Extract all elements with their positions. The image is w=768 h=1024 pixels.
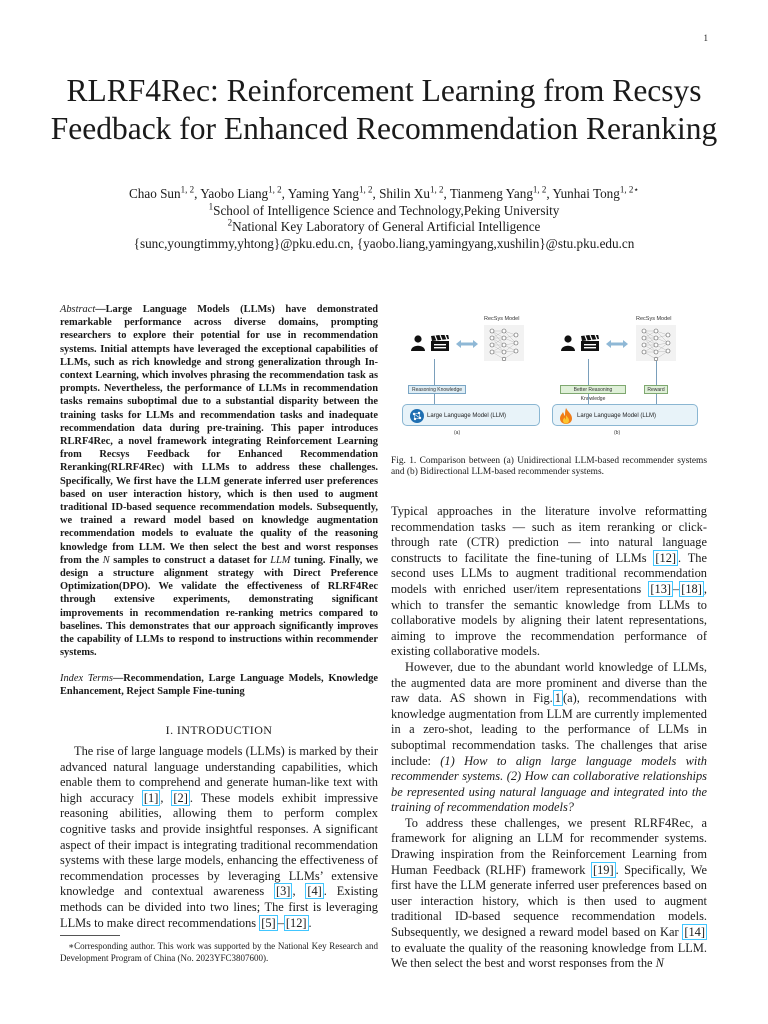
- paragraph: Typical approaches in the literature involve reformatting recommendation tasks — such as item reranking or click-through rate (CTR) prediction — into natural language constructs to facilitate the fine-tuning of LLMs [12] . The second uses LLMs to augment traditional recommendation models with enriched user/item representations [13] – [18] , which to transfer the semantic knowledge from LLMs to collaborative models by aligning their latent representations, aiming to improve the recommendation performance of existing collaborative models.: [391, 504, 707, 659]
- recsys-label: RecSys Model: [484, 316, 520, 322]
- bidirectional-arrow-icon: [606, 339, 628, 349]
- abstract-label: Abstract: [60, 304, 96, 315]
- panel-sublabel: (a): [454, 430, 461, 436]
- arrow-line: [434, 394, 435, 404]
- author-name: Shilin Xu: [379, 186, 430, 201]
- paper-title: RLRF4Rec: Reinforcement Learning from Recsys Feedback for Enhanced Recommendation Reranking: [50, 73, 718, 146]
- index-terms: Index Terms—Recommendation, Large Language Models, Knowledge Enhancement, Reject Sample Fine-tuning: [60, 673, 378, 698]
- citation-link[interactable]: [19]: [592, 862, 614, 877]
- panel-sublabel: (b): [614, 430, 621, 436]
- paragraph: To address these challenges, we present RLRF4Rec, a framework for aligning an LLM for recommender systems. Drawing inspiration from the Reinforcement Learning from Human Feedback (RLHF) framework [19] . Specifically, We first have the LLM generate inferred user preferences based on user interaction history, which is then used to augment traditional ID-based sequence recommendation models. Subsequently, we designed a reward model based on Kar [14] to evaluate the quality of the reasoning knowledge from LLM. We then select the best and worst responses from the N: [391, 815, 707, 971]
- index-terms-label: Index Terms: [60, 673, 113, 684]
- intro-body: [60, 744, 378, 931]
- knowledge-box: Reasoning Knowledge: [408, 385, 466, 394]
- affiliation-1: $^1$School of Intelligence Science and Technology,Peking University: [208, 201, 560, 218]
- author-name: Yaobo Liang: [200, 186, 269, 201]
- llm-label: Large Language Model (LLM): [577, 413, 657, 419]
- citation-link[interactable]: [12]: [655, 550, 677, 565]
- arrow-line: [588, 359, 589, 385]
- author-names: Chao Sun$^{1, 2}$, Yaobo Liang$^{1, 2}$, Yaming Yang$^{1, 2}$, Shilin Xu$^{1, 2}$, Tianmeng Yang$^{1, 2}$, Yunhai Tong$^{1, 2⋆}$: [128, 184, 640, 201]
- author-name: Yaming Yang: [287, 186, 359, 201]
- page-number: 1: [703, 33, 708, 43]
- knowledge-box: Better Reasoning Knowledge: [560, 385, 626, 394]
- citation-link[interactable]: [1]: [143, 790, 159, 805]
- bidirectional-arrow-icon: [456, 339, 478, 349]
- footnote-rule: [60, 935, 120, 936]
- arrow-line: [434, 359, 435, 385]
- person-icon: [560, 335, 576, 351]
- section-heading: I. INTRODUCTION: [165, 723, 273, 737]
- figure-ref-link[interactable]: 1: [554, 691, 561, 706]
- citation-link[interactable]: [5]: [261, 915, 276, 930]
- paragraph: The rise of large language models (LLMs) is marked by their advanced natural language understanding capabilities, which enable them to comprehend and generate human-like text with high accuracy [1] , [2] . These models exhibit impressive reasoning abilities, allowing them to perform complex cognitive tasks and provide insightful responses. A significant aspect of their impact is integrating traditional recommendation systems with these large models, enhancing the effectiveness of recommendation processes by leveraging LLMs’ extensive knowledge and contextual awareness [3] , [4] . Existing methods can be divided into two lines; The first is leveraging LLMs to make direct recommendations [5] – [12] .: [60, 744, 378, 930]
- citation-link[interactable]: [12]: [285, 915, 307, 930]
- citation-link[interactable]: [3]: [275, 884, 291, 899]
- author-emails: {sunc,youngtimmy,yhtong}@pku.edu.cn, {yaobo.liang,yamingyang,xushilin}@stu.pku.edu.cn: [133, 235, 635, 251]
- figure-panel-b: [556, 313, 706, 441]
- right-body: [391, 504, 707, 972]
- paragraph: However, due to the abundant world knowledge of LLMs, the augmented data are more prominent and diverse than the raw data. AS shown in Fig. 1 (a), recommendations with knowledge augmentation from LLM are currently implemented in a zero-shot, leading to the performance of LLMs in suboptimal recommendation tasks. The challenges that arise include: (1) How to align large language models with recommender systems. (2) How can collaborative relationships be represented using natural language and integrated into the training of recommendation models?: [391, 659, 708, 815]
- neural-network-icon: [484, 325, 524, 361]
- person-icon: [410, 335, 426, 351]
- abstract: Abstract—Large Language Models (LLMs) have demonstrated remarkable performance across diverse domains, prompting researchers to explore their potential for use in recommendation systems. Initial attempts have leveraged the exceptional capabilities of LLMs, such as rich knowledge and strong generalization through In-context Learning, which involves phrasing the recommendation task as prompts. Nevertheless, the performance of LLMs in recommendation tasks remains suboptimal due to a substantial disparity between the training tasks for LLMs and recommendation tasks and inadequate recommendation data during pre-training. This paper introduces RLRF4Rec, a novel framework integrating Reinforcement Learning from Recsys Feedback for Enhanced Recommendation Reranking(RLRF4Rec) with LLMs to address these challenges. Specifically, We first have the LLM generate inferred user preferences based on user interaction history, which is then used to augment traditional ID-based sequence recommendation models. Subsequently, we trained a reward model based on knowledge augmentation recommendation models to evaluate the quality of the reasoning knowledge from LLM. We then select the best and worst responses from the N samples to construct a dataset for LLM tuning. Finally, we design a structure alignment strategy with Direct Preference Optimization(DPO). We validate the effectiveness of RLRF4Rec through extensive experiments, demonstrating significant improvements in recommendation re-ranking metrics compared to baselines. This demonstrates that our approach significantly improves the capability of LLMs to respond to instructions within recommender systems.: [60, 304, 378, 659]
- clapperboard-icon: [430, 335, 450, 351]
- author-sup: 1, 2: [532, 184, 547, 195]
- author-sup: 1, 2: [180, 184, 195, 195]
- citation-link[interactable]: [13]: [650, 581, 672, 596]
- author-sup: 1, 2⋆: [619, 184, 640, 195]
- arrow-line: [656, 394, 657, 404]
- author-sup: 1, 2: [268, 184, 282, 195]
- author-sup: 1, 2: [358, 184, 373, 195]
- author-name: Tianmeng Yang: [449, 186, 533, 201]
- recsys-label: RecSys Model: [636, 316, 672, 322]
- reward-box: Reward: [644, 385, 668, 394]
- affiliation-2: $^2$National Key Laboratory of General Artificial Intelligence: [227, 217, 541, 234]
- citation-link[interactable]: [18]: [681, 581, 702, 596]
- citation-link[interactable]: [14]: [684, 925, 705, 940]
- author-name: Yunhai Tong: [552, 186, 620, 201]
- author-name: Chao Sun: [128, 186, 181, 201]
- figure-caption: Fig. 1. Comparison between (a) Unidirectional LLM-based recommender systems and (b) Bidirectional LLM-based recommender systems.: [391, 456, 707, 478]
- llm-box: [402, 404, 540, 426]
- llm-label: Large Language Model (LLM): [427, 413, 507, 419]
- arrow-line: [656, 361, 657, 385]
- citation-link[interactable]: [2]: [173, 790, 188, 805]
- footnote: ∗Corresponding author. This work was supported by the National Key Research and Development Program of China (No. 2023YFC3807600).: [60, 941, 378, 963]
- neural-network-icon: [636, 325, 676, 361]
- brain-network-icon: [409, 408, 425, 424]
- llm-box: [552, 404, 698, 426]
- figure-panel-a: [396, 313, 546, 441]
- figure-1: [396, 313, 706, 441]
- author-block: [30, 186, 738, 252]
- citation-link[interactable]: [4]: [307, 884, 322, 899]
- author-sup: 1, 2: [430, 184, 444, 195]
- clapperboard-icon: [580, 335, 600, 351]
- flame-icon: [559, 408, 573, 424]
- arrow-line: [588, 394, 589, 404]
